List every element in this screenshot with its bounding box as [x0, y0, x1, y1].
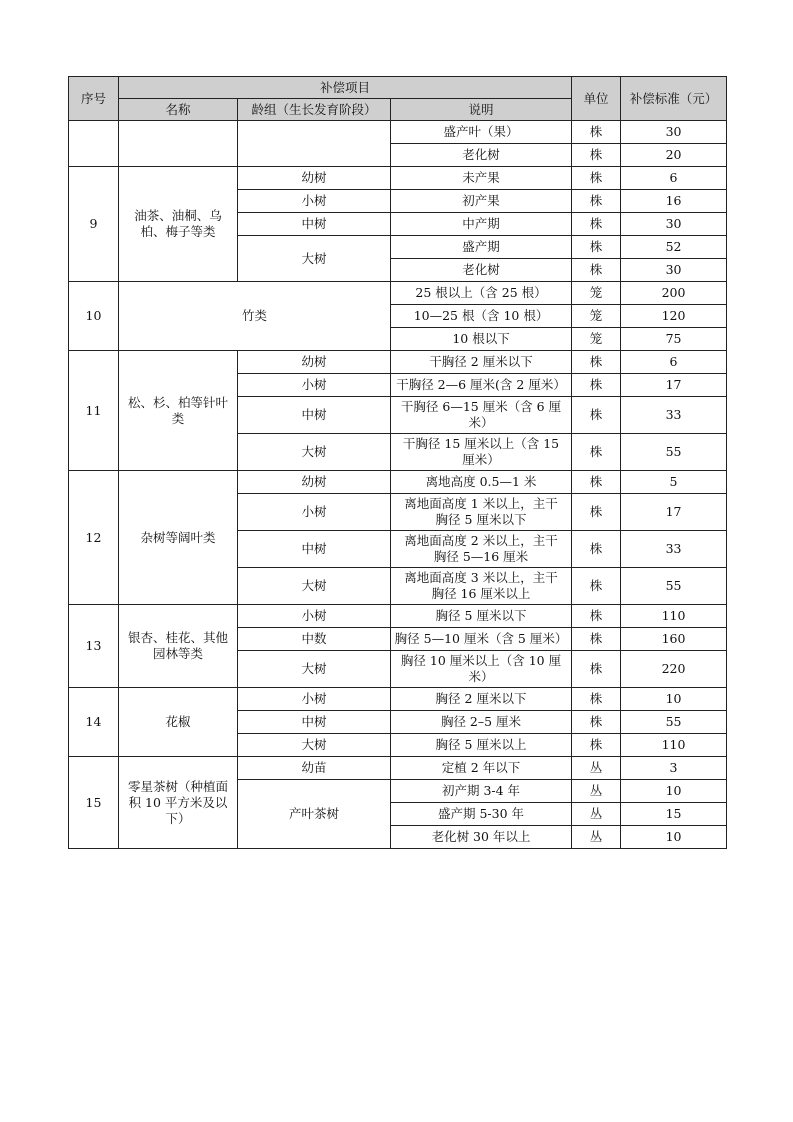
row-description: 10—25 根（含 10 根） [391, 305, 572, 328]
row-unit: 丛 [572, 826, 621, 849]
row-description: 老化树 [391, 259, 572, 282]
row-age-group: 中树 [238, 531, 391, 568]
row-age-group: 幼树 [238, 351, 391, 374]
row-age-group: 小树 [238, 494, 391, 531]
header-standard: 补偿标准（元） [621, 77, 727, 121]
row-name: 油茶、油桐、乌柏、梅子等类 [119, 167, 238, 282]
row-standard: 160 [621, 628, 727, 651]
row-standard: 120 [621, 305, 727, 328]
row-name: 零星茶树（种植面积 10 平方米及以下） [119, 757, 238, 849]
header-row [69, 77, 727, 99]
row-age-group: 小树 [238, 374, 391, 397]
table-body [69, 121, 727, 849]
row-description: 盛产期 5-30 年 [391, 803, 572, 826]
row-standard: 10 [621, 688, 727, 711]
row-description: 离地面高度 1 米以上，主干 胸径 5 厘米以下 [391, 494, 572, 531]
table-row [69, 757, 727, 780]
row-standard: 17 [621, 494, 727, 531]
row-description: 中产期 [391, 213, 572, 236]
row-age-group: 大树 [238, 651, 391, 688]
row-unit: 株 [572, 434, 621, 471]
row-name: 竹类 [119, 282, 391, 351]
row-description: 10 根以下 [391, 328, 572, 351]
row-standard: 75 [621, 328, 727, 351]
row-no: 9 [69, 167, 119, 282]
row-standard: 3 [621, 757, 727, 780]
row-description: 干胸径 2 厘米以下 [391, 351, 572, 374]
row-description: 离地面高度 2 米以上，主干 胸径 5—16 厘米 [391, 531, 572, 568]
row-name: 花椒 [119, 688, 238, 757]
table-row [69, 121, 727, 144]
row-standard: 6 [621, 167, 727, 190]
row-name: 银杏、桂花、其他园林等类 [119, 605, 238, 688]
row-description: 盛产叶（果） [391, 121, 572, 144]
row-unit: 株 [572, 651, 621, 688]
row-unit: 株 [572, 688, 621, 711]
row-unit: 株 [572, 213, 621, 236]
row-age-group: 幼树 [238, 167, 391, 190]
row-unit: 株 [572, 531, 621, 568]
row-description: 盛产期 [391, 236, 572, 259]
row-no: 10 [69, 282, 119, 351]
row-standard: 55 [621, 711, 727, 734]
row-description: 干胸径 2—6 厘米(含 2 厘米） [391, 374, 572, 397]
row-age-group: 中数 [238, 628, 391, 651]
row-age-group: 小树 [238, 688, 391, 711]
row-description: 定植 2 年以下 [391, 757, 572, 780]
row-standard: 17 [621, 374, 727, 397]
row-standard: 30 [621, 121, 727, 144]
row-description: 胸径 2–5 厘米 [391, 711, 572, 734]
header-desc: 说明 [391, 99, 572, 121]
row-age-group: 小树 [238, 605, 391, 628]
row-description: 离地面高度 3 米以上，主干 胸径 16 厘米以上 [391, 568, 572, 605]
row-standard: 5 [621, 471, 727, 494]
row-standard: 33 [621, 397, 727, 434]
row-no: 12 [69, 471, 119, 605]
row-description: 胸径 2 厘米以下 [391, 688, 572, 711]
row-name [119, 121, 238, 167]
row-age-group [238, 121, 391, 167]
row-description: 胸径 5—10 厘米（含 5 厘米） [391, 628, 572, 651]
table-row [69, 471, 727, 494]
table-row [69, 167, 727, 190]
row-description: 老化树 [391, 144, 572, 167]
row-age-group: 中树 [238, 711, 391, 734]
row-standard: 52 [621, 236, 727, 259]
row-standard: 10 [621, 826, 727, 849]
header-unit: 单位 [572, 77, 621, 121]
row-age-group: 幼苗 [238, 757, 391, 780]
row-standard: 110 [621, 605, 727, 628]
row-unit: 丛 [572, 780, 621, 803]
row-standard: 33 [621, 531, 727, 568]
row-unit: 株 [572, 605, 621, 628]
row-unit: 株 [572, 568, 621, 605]
row-age-group: 中树 [238, 213, 391, 236]
row-standard: 20 [621, 144, 727, 167]
row-age-group: 大树 [238, 734, 391, 757]
row-unit: 笼 [572, 328, 621, 351]
row-unit: 丛 [572, 803, 621, 826]
row-standard: 15 [621, 803, 727, 826]
row-standard: 30 [621, 259, 727, 282]
row-description: 初产期 3-4 年 [391, 780, 572, 803]
row-description: 初产果 [391, 190, 572, 213]
row-description: 25 根以上（含 25 根） [391, 282, 572, 305]
header-age: 龄组（生长发育阶段） [238, 99, 391, 121]
row-age-group: 大树 [238, 434, 391, 471]
row-unit: 株 [572, 397, 621, 434]
row-unit: 株 [572, 374, 621, 397]
row-unit: 株 [572, 628, 621, 651]
row-no: 14 [69, 688, 119, 757]
row-age-group: 中树 [238, 397, 391, 434]
row-description: 干胸径 15 厘米以上（含 15 厘米） [391, 434, 572, 471]
row-description: 胸径 5 厘米以上 [391, 734, 572, 757]
row-age-group: 产叶茶树 [238, 780, 391, 849]
header-item-group: 补偿项目 [119, 77, 572, 99]
row-unit: 株 [572, 121, 621, 144]
row-unit: 株 [572, 259, 621, 282]
header-no: 序号 [69, 77, 119, 121]
row-age-group: 大树 [238, 568, 391, 605]
header-name: 名称 [119, 99, 238, 121]
row-unit: 笼 [572, 282, 621, 305]
row-unit: 株 [572, 190, 621, 213]
row-standard: 110 [621, 734, 727, 757]
row-no: 11 [69, 351, 119, 471]
row-unit: 丛 [572, 757, 621, 780]
row-no: 13 [69, 605, 119, 688]
row-standard: 55 [621, 568, 727, 605]
row-standard: 30 [621, 213, 727, 236]
row-unit: 株 [572, 471, 621, 494]
row-unit: 株 [572, 734, 621, 757]
row-description: 离地高度 0.5—1 米 [391, 471, 572, 494]
row-standard: 200 [621, 282, 727, 305]
row-description: 老化树 30 年以上 [391, 826, 572, 849]
table-row [69, 351, 727, 374]
table-row [69, 688, 727, 711]
row-age-group: 幼树 [238, 471, 391, 494]
row-age-group: 小树 [238, 190, 391, 213]
row-standard: 55 [621, 434, 727, 471]
row-standard: 16 [621, 190, 727, 213]
row-standard: 220 [621, 651, 727, 688]
row-age-group: 大树 [238, 236, 391, 282]
compensation-table [68, 76, 727, 849]
row-description: 未产果 [391, 167, 572, 190]
row-description: 干胸径 6—15 厘米（含 6 厘 米） [391, 397, 572, 434]
row-unit: 笼 [572, 305, 621, 328]
row-standard: 6 [621, 351, 727, 374]
table-row [69, 282, 727, 305]
row-unit: 株 [572, 494, 621, 531]
row-name: 松、杉、柏等针叶类 [119, 351, 238, 471]
row-description: 胸径 5 厘米以下 [391, 605, 572, 628]
table-row [69, 605, 727, 628]
row-name: 杂树等阔叶类 [119, 471, 238, 605]
row-no: 15 [69, 757, 119, 849]
row-standard: 10 [621, 780, 727, 803]
row-unit: 株 [572, 711, 621, 734]
row-unit: 株 [572, 144, 621, 167]
row-unit: 株 [572, 236, 621, 259]
row-no [69, 121, 119, 167]
row-unit: 株 [572, 351, 621, 374]
row-description: 胸径 10 厘米以上（含 10 厘 米） [391, 651, 572, 688]
row-unit: 株 [572, 167, 621, 190]
